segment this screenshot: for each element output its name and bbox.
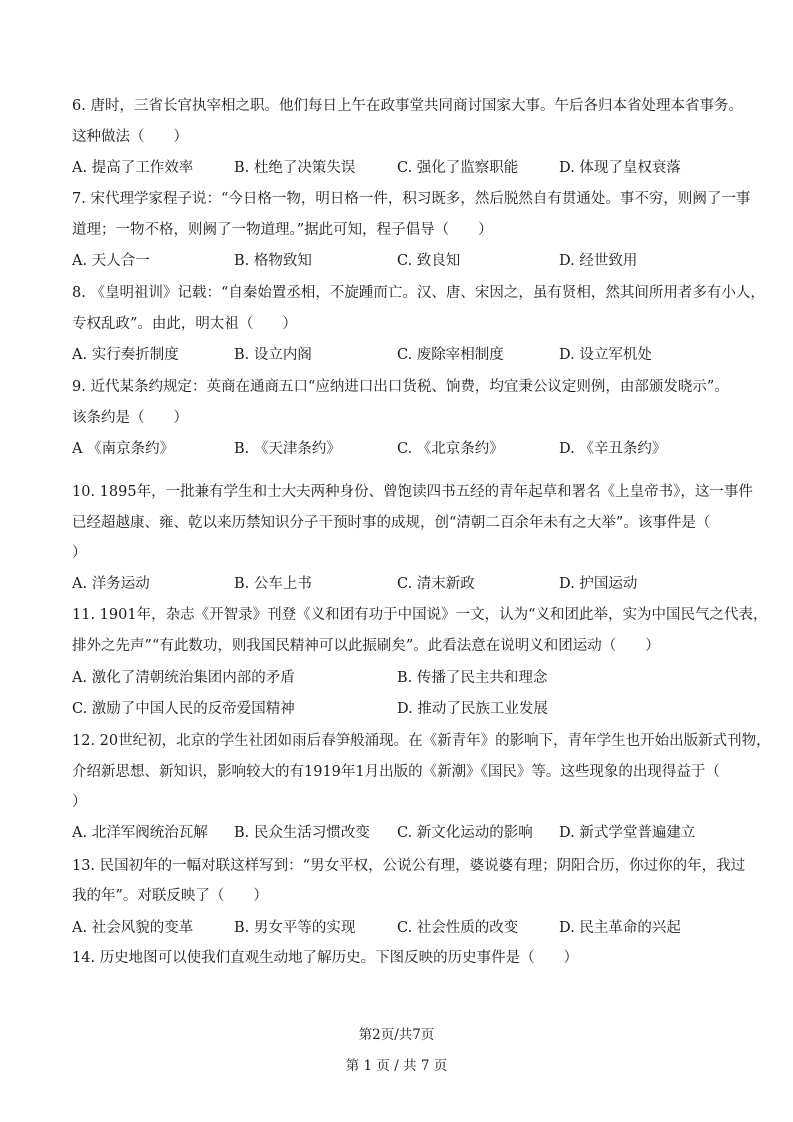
question-12-option-c[interactable]: C. 新文化运动的影响 — [397, 825, 533, 841]
question-7-option-a[interactable]: A. 天人合一 — [72, 253, 150, 269]
question-9-option-d[interactable]: D. 《辛丑条约》 — [559, 441, 667, 457]
question-11-options-row-2 — [72, 699, 732, 719]
question-6-options — [72, 158, 732, 178]
question-13-option-d[interactable]: D. 民主革命的兴起 — [559, 920, 681, 936]
question-14-line-1: 14. 历史地图可以使我们直观生动地了解历史。下图反映的历史事件是（ ） — [72, 950, 579, 966]
question-10-option-d[interactable]: D. 护国运动 — [559, 576, 638, 592]
question-7-option-b[interactable]: B. 格物致知 — [234, 253, 312, 269]
question-13-line-1: 13. 民国初年的一幅对联这样写到：“男女平权，公说公有理，婆说婆有理；阴阳合历，你过你的年，我过 — [72, 858, 746, 874]
question-9-option-b[interactable]: B. 《天津条约》 — [234, 441, 341, 457]
question-11-line-2: 排外之先声”“有此数功，则我国民精神可以此振刷矣”。此看法意在说明义和团运动（ ） — [72, 638, 660, 654]
page-number-outer: 第 1 页 / 共 7 页 — [345, 1058, 448, 1074]
question-11-option-d[interactable]: D. 推动了民族工业发展 — [397, 701, 548, 717]
question-6-line-2: 这种做法（ ） — [72, 129, 188, 145]
question-10-options — [72, 574, 732, 594]
question-13-options — [72, 918, 732, 938]
question-8-option-b[interactable]: B. 设立内阁 — [234, 347, 312, 363]
question-10-line-2: 已经超越康、雍、乾以来历禁知识分子干预时事的成规，创“清朝二百余年未有之大举”。该事件是（ — [72, 515, 711, 531]
question-6-option-d[interactable]: D. 体现了皇权衰落 — [559, 160, 681, 176]
question-8-line-2: 专权乱政”。由此，明太祖（ ） — [72, 316, 297, 332]
question-12-line-3: ） — [72, 794, 87, 810]
question-8-options — [72, 345, 732, 365]
question-9-option-a[interactable]: A 《南京条约》 — [72, 441, 175, 457]
question-12-option-b[interactable]: B. 民众生活习惯改变 — [234, 825, 370, 841]
question-6-option-b[interactable]: B. 杜绝了决策失误 — [234, 160, 356, 176]
question-12-option-d[interactable]: D. 新式学堂普遍建立 — [559, 825, 696, 841]
question-12-line-2: 介绍新思想、新知识，影响较大的有1919年1月出版的《新潮》《国民》等。这些现象的出现得益于（ — [72, 764, 720, 780]
question-7-line-1: 7. 宋代理学家程子说：“今日格一物，明日格一件，积习既多，然后脱然自有贯通处。事不穷，则阙了一事 — [72, 191, 751, 207]
question-13-option-b[interactable]: B. 男女平等的实现 — [234, 920, 356, 936]
question-9-line-2: 该条约是（ ） — [72, 410, 188, 426]
question-8-option-a[interactable]: A. 实行奏折制度 — [72, 347, 179, 363]
question-8-line-1: 8. 《皇明祖训》记载：“自秦始置丞相，不旋踵而亡。汉、唐、宋因之，虽有贤相，然其间所用者多有小人， — [72, 285, 765, 301]
question-7-option-c[interactable]: C. 致良知 — [397, 253, 461, 269]
question-12-line-1: 12. 20世纪初，北京的学生社团如雨后春笋般涌现。在《新青年》的影响下，青年学生也开始出版新式刊物， — [72, 733, 771, 749]
question-9-option-c[interactable]: C. 《北京条约》 — [397, 441, 504, 457]
question-13-option-c[interactable]: C. 社会性质的改变 — [397, 920, 519, 936]
question-6-option-a[interactable]: A. 提高了工作效率 — [72, 160, 194, 176]
question-10-option-c[interactable]: C. 清末新政 — [397, 576, 475, 592]
question-12-options — [72, 823, 732, 843]
question-12-option-a[interactable]: A. 北洋军阀统治瓦解 — [72, 825, 208, 841]
question-6-option-c[interactable]: C. 强化了监察职能 — [397, 160, 519, 176]
question-13-option-a[interactable]: A. 社会风貌的变革 — [72, 920, 194, 936]
question-11-option-a[interactable]: A. 激化了清朝统治集团内部的矛盾 — [72, 670, 295, 686]
question-11-line-1: 11. 1901年，杂志《开智录》刊登《义和团有功于中国说》一文，认为“义和团此举，实为中国民气之代表， — [72, 607, 768, 623]
question-8-option-c[interactable]: C. 废除宰相制度 — [397, 347, 504, 363]
question-7-options — [72, 251, 732, 271]
question-8-option-d[interactable]: D. 设立军机处 — [559, 347, 652, 363]
question-10-option-a[interactable]: A. 洋务运动 — [72, 576, 150, 592]
page-number-inner: 第2页/共7页 — [358, 1027, 435, 1043]
question-13-line-2: 我的年”。对联反映了（ ） — [72, 888, 268, 904]
question-10-option-b[interactable]: B. 公车上书 — [234, 576, 312, 592]
question-9-options — [72, 439, 732, 459]
question-7-option-d[interactable]: D. 经世致用 — [559, 253, 638, 269]
question-10-line-1: 10. 1895年，一批兼有学生和士大夫两种身份、曾饱读四书五经的青年起草和署名《上皇帝书》，这一事件 — [72, 484, 753, 500]
question-11-option-b[interactable]: B. 传播了民主共和理念 — [397, 670, 548, 686]
question-11-option-c[interactable]: C. 激励了中国人民的反帝爱国精神 — [72, 701, 295, 717]
question-10-line-3: ） — [72, 545, 87, 561]
question-6-line-1: 6. 唐时，三省长官执宰相之职。他们每日上午在政事堂共同商讨国家大事。午后各归本省处理本省事务。 — [72, 98, 743, 114]
question-9-line-1: 9. 近代某条约规定：英商在通商五口“应纳进口出口货税、饷费，均宜秉公议定则例，由部颁发晓示”。 — [72, 379, 729, 395]
question-7-line-2: 道理；一物不格，则阙了一物道理。”据此可知，程子倡导（ ） — [72, 222, 493, 238]
question-11-options-row-1 — [72, 668, 732, 688]
